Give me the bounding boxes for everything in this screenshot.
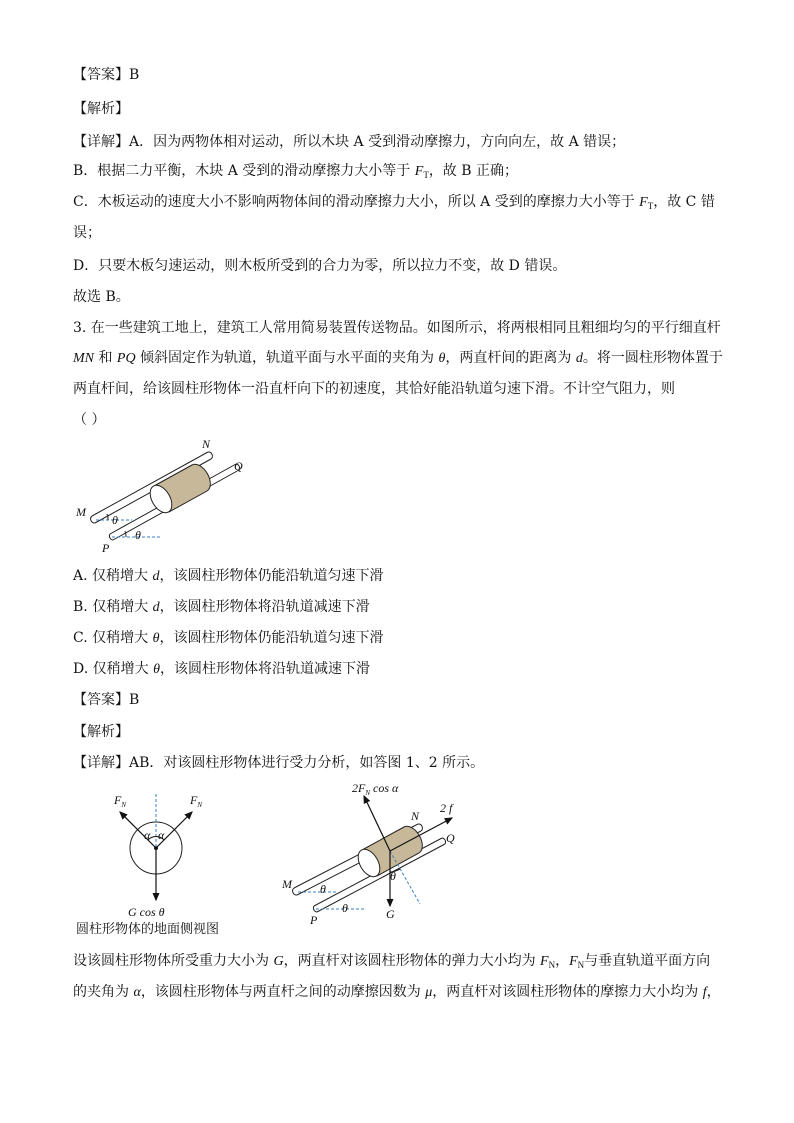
force-cylinder bbox=[354, 826, 423, 880]
label-n: N bbox=[202, 437, 211, 451]
option-d-explain: D．只要木板匀速运动，则木板所受到的合力为零，所以拉力不变，故 D 错误。 bbox=[73, 258, 567, 274]
fn-left-label: $F_N$ bbox=[114, 793, 127, 809]
text: ，故 C 错 bbox=[653, 194, 715, 210]
option-c-explain bbox=[73, 192, 715, 216]
label-theta-1: θ bbox=[112, 513, 118, 527]
q3-answer: 【答案】B bbox=[73, 692, 140, 708]
option-c-cont: 误； bbox=[73, 225, 101, 241]
label-theta-3: θ bbox=[390, 869, 396, 883]
label-q: Q bbox=[446, 831, 455, 845]
label-theta-2: θ bbox=[135, 528, 141, 542]
g-label: G bbox=[386, 907, 395, 921]
label-q: Q bbox=[234, 459, 243, 473]
label-m: M bbox=[282, 877, 292, 891]
ft-var: $F_T$ bbox=[414, 164, 429, 180]
side-view-caption: 圆柱形物体的地面侧视图 bbox=[76, 922, 220, 937]
option-a: A. 仅稍增大 d，该圆柱形物体仍能沿轨道匀速下滑 bbox=[73, 568, 384, 584]
q3-line3: 两直杆间，给该圆柱形物体一沿直杆向下的初速度，其恰好能沿轨道匀速下滑。不计空气阻力，则 bbox=[73, 381, 675, 397]
detail-a: 【详解】A．因为两物体相对运动，所以木块 A 受到滑动摩擦力，方向向左，故 A 错误； bbox=[73, 134, 626, 150]
text: C．木板运动的速度大小不影响两物体间的滑动摩擦力大小，所以 A 受到的摩擦力大小等于 bbox=[73, 194, 640, 210]
rail-figure bbox=[70, 436, 270, 560]
label-theta-1: θ bbox=[320, 882, 326, 896]
conclusion: 故选 B。 bbox=[73, 289, 130, 305]
option-b: B. 仅稍增大 d，该圆柱形物体将沿轨道减速下滑 bbox=[73, 599, 370, 615]
top-force-label: $2F_N$ cos α bbox=[352, 781, 399, 797]
analysis-heading: 【解析】 bbox=[73, 101, 129, 117]
q3-line2: MN 和 PQ 倾斜固定作为轨道，轨道平面与水平面的夹角为 θ，两直杆间的距离为 d。将一圆柱形物体置于 bbox=[73, 350, 723, 366]
option-d: D. 仅稍增大 θ，该圆柱形物体将沿轨道减速下滑 bbox=[73, 661, 370, 677]
bottom-line1: 设该圆柱形物体所受重力大小为 G，两直杆对该圆柱形物体的弹力大小均为 $F_N$，$F_N$与垂直轨道平面方向 bbox=[73, 953, 711, 970]
answer-line: 【答案】B bbox=[73, 67, 140, 83]
friction-label: 2 f bbox=[440, 801, 453, 815]
text: ，故 B 正确； bbox=[428, 163, 519, 179]
side-view-figure bbox=[98, 790, 228, 925]
label-p: P bbox=[102, 541, 110, 555]
label-m: M bbox=[76, 505, 86, 519]
label-n: N bbox=[411, 809, 420, 823]
text: B．根据二力平衡，木块 A 受到的滑动摩擦力大小等于 bbox=[73, 163, 415, 179]
force-figure bbox=[280, 776, 480, 926]
q3-detail: 【详解】AB．对该圆柱形物体进行受力分析，如答图 1、2 所示。 bbox=[73, 755, 485, 771]
option-c: C. 仅稍增大 θ，该圆柱形物体仍能沿轨道匀速下滑 bbox=[73, 630, 384, 646]
q3-analysis: 【解析】 bbox=[73, 724, 129, 740]
q3-line1: 3. 在一些建筑工地上，建筑工人常用简易装置传送物品。如图所示，将两根相同且粗细均匀的平行细直杆 bbox=[73, 320, 721, 336]
alpha-right: α bbox=[158, 828, 165, 842]
alpha-left: α bbox=[144, 828, 151, 842]
fn-right-label: $F_N$ bbox=[190, 793, 203, 809]
label-p: P bbox=[310, 913, 318, 926]
label-theta-2: θ bbox=[342, 901, 348, 915]
option-b-explain bbox=[73, 161, 518, 185]
q3-paren: （ ） bbox=[73, 412, 106, 428]
bottom-line2: 的夹角为 α，该圆柱形物体与两直杆之间的动摩擦因数为 μ，两直杆对该圆柱形物体的摩擦力大小均为 f， bbox=[73, 984, 721, 1000]
ft-var: $F_T$ bbox=[639, 195, 654, 211]
g-cos-label: G cos θ bbox=[128, 905, 165, 919]
